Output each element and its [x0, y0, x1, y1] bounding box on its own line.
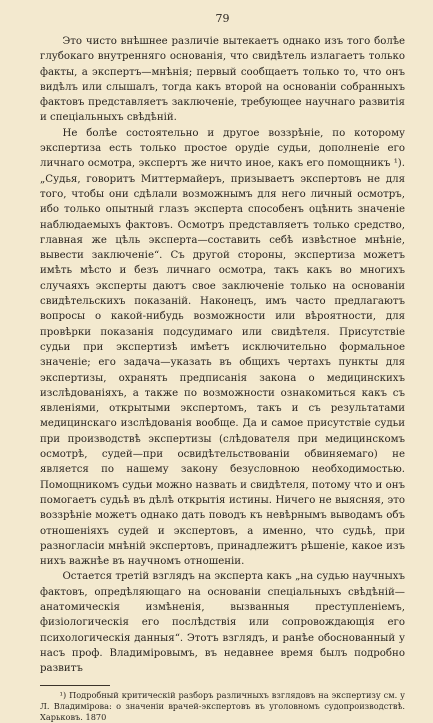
page-number: 79 [215, 12, 230, 25]
footnote-divider [40, 685, 110, 686]
paragraph-2: Не болѣе состоятельно и другое воззрѣніе, по которому экспертиза есть только простое орудіе судьи, дополненіе его личнаго осмотра, экспертъ же ничто иное, какъ его помощникъ ¹). „Судья, говоритъ Миттермайеръ, призываетъ экспертовъ не для того, чтобы они сдѣлали возможнымъ для него личный осмотръ, ибо только опытный глазъ эксперта способенъ оцѣнить значеніе наблюдаемыхъ фактовъ. Осмотръ представляетъ только средство, главная же цѣль эксперта—составить себѣ извѣстное мнѣніе, вывести заключеніе“. Съ другой стороны, экспертиза можетъ имѣть мѣсто и безъ личнаго осмотра, такъ какъ во многихъ случаяхъ эксперты даютъ свое заключеніе только на основаніи свидѣтельскихъ показаній. Наконецъ, имъ часто предлагаютъ вопросы о какой-нибудь возможности или вѣроятности, для провѣрки показанія подсудимаго или свидѣтеля. Присутствіе судьи при экспертизѣ имѣетъ исключительно формальное значеніе; его задача—указать въ общихъ чертахъ пункты для экспертизы, охранять предписанія закона о медицинскихъ изслѣдованіяхъ, а также по возможности ознакомиться какъ съ явленіями, открытыми экспертомъ, такъ и съ результатами медицинскаго изслѣдованія вообще. Да и самое присутствіе судьи при производствѣ экспертизы (слѣдователя при медицинскомъ осмотрѣ, судей—при освидѣтельствованіи обвиняемаго) не является по нашему закону безусловною необходимостью. Помощникомъ судьи можно назвать и свидѣтеля, потому что и онъ помогаетъ судьѣ въ дѣлѣ открытія истины. Ничего не выясняя, это воззрѣніе можетъ однако дать поводъ къ невѣрнымъ выводамъ объ отношеніяхъ судей и экспертовъ, а именно, что судьѣ, при разногласіи мнѣній экспертовъ, принадлежитъ рѣшеніе, какое изъ нихъ важнѣе въ научномъ отношеніи. [40, 127, 405, 568]
paragraph-1: Это чисто внѣшнее различіе вытекаетъ однако изъ того болѣе глубокаго внутренняго основанія, что свидѣтель излагаетъ только факты, а экспертъ—мнѣнія; первый сообщаетъ только то, что онъ видѣлъ или слышалъ, тогда какъ второй на основаніи собранныхъ фактовъ представляетъ заключеніе, требующее научнаго развитія и спеціальныхъ свѣдѣній. [40, 36, 405, 124]
paragraph-3: Остается третій взглядъ на эксперта какъ „на судью научныхъ фактовъ, опредѣляющаго на основаніи спеціальныхъ свѣдѣній—анатомическія измѣненія, вызванныя преступленіемъ, физіологическія его послѣдствія или сопровождающія его психологическія данныя“. Этотъ взглядъ, и ранѣе обоснованный у насъ проф. Владиміровымъ, въ недавнее время былъ подробно развитъ [40, 571, 405, 675]
footnote: ¹) Подробный критическій разборъ различныхъ взглядовъ на экспертизу см. у Л. Владимірова: о значеніи врачей-экспертовъ въ уголовномъ судопроизводствѣ. Харьковъ. 1870 [40, 690, 405, 723]
body-text [40, 34, 405, 676]
